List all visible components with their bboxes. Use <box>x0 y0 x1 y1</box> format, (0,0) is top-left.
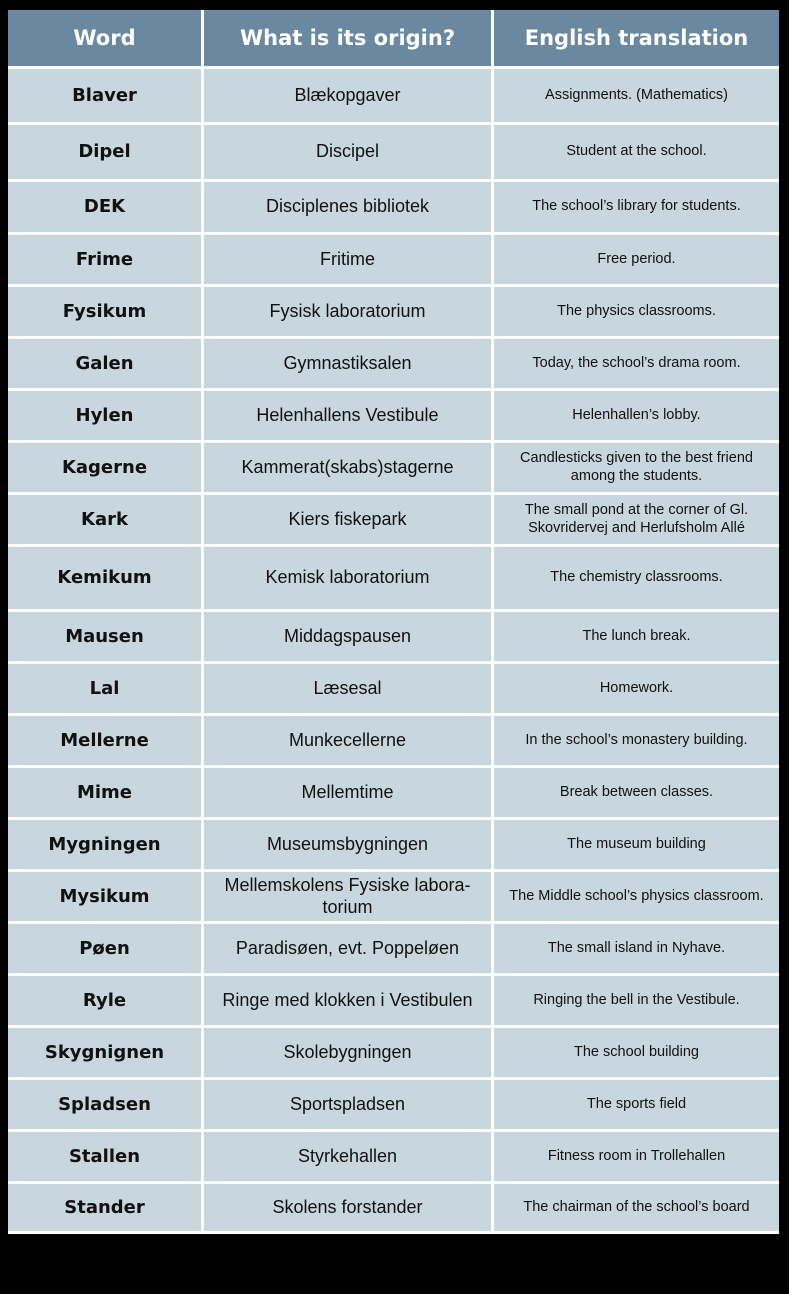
english-translation-cell: Homework. <box>494 664 779 716</box>
word-cell: Spladsen <box>8 1080 204 1132</box>
word-cell: Galen <box>8 339 204 391</box>
word-cell: Mellerne <box>8 716 204 768</box>
origin-cell: Blækopgaver <box>204 69 494 125</box>
english-translation-cell: The chemistry classrooms. <box>494 547 779 612</box>
table-row <box>8 182 779 235</box>
table-row <box>8 768 779 820</box>
table-body <box>8 69 779 1234</box>
origin-cell: Mellemskolens Fysiske labora-torium <box>204 872 494 924</box>
english-translation-cell: Helenhallen’s lobby. <box>494 391 779 443</box>
word-cell: Pøen <box>8 924 204 976</box>
word-cell: Skygnignen <box>8 1028 204 1080</box>
origin-cell: Helenhallens Vestibule <box>204 391 494 443</box>
word-cell: Kagerne <box>8 443 204 495</box>
table-row <box>8 716 779 768</box>
word-cell: Dipel <box>8 125 204 182</box>
table-row <box>8 1132 779 1184</box>
origin-cell: Styrkehallen <box>204 1132 494 1184</box>
table-row <box>8 924 779 976</box>
english-translation-cell: The school building <box>494 1028 779 1080</box>
table-row <box>8 1028 779 1080</box>
origin-cell: Læsesal <box>204 664 494 716</box>
word-cell: Kark <box>8 495 204 547</box>
header-origin: What is its origin? <box>204 10 494 69</box>
table-row <box>8 1080 779 1132</box>
header-english-translation: English translation <box>494 10 779 69</box>
origin-cell: Middagspausen <box>204 612 494 664</box>
word-cell: Mausen <box>8 612 204 664</box>
english-translation-cell: The chairman of the school’s board <box>494 1184 779 1234</box>
table-row <box>8 664 779 716</box>
english-translation-cell: The school’s library for students. <box>494 182 779 235</box>
table-row <box>8 391 779 443</box>
table-row <box>8 976 779 1028</box>
table-row <box>8 287 779 339</box>
english-translation-cell: Free period. <box>494 235 779 287</box>
header-word: Word <box>8 10 204 69</box>
table-row <box>8 820 779 872</box>
word-cell: Mysikum <box>8 872 204 924</box>
english-translation-cell: Break between classes. <box>494 768 779 820</box>
english-translation-cell: In the school’s monastery building. <box>494 716 779 768</box>
table-row <box>8 235 779 287</box>
origin-cell: Kammerat(skabs)stagerne <box>204 443 494 495</box>
table-row <box>8 547 779 612</box>
english-translation-cell: The small pond at the corner of Gl. Skovridervej and Herlufsholm Allé <box>494 495 779 547</box>
word-cell: Mime <box>8 768 204 820</box>
word-cell: Mygningen <box>8 820 204 872</box>
word-cell: DEK <box>8 182 204 235</box>
table-row <box>8 339 779 391</box>
english-translation-cell: The sports field <box>494 1080 779 1132</box>
table-row <box>8 1184 779 1234</box>
word-cell: Lal <box>8 664 204 716</box>
english-translation-cell: Assignments. (Mathematics) <box>494 69 779 125</box>
table-row <box>8 125 779 182</box>
vocabulary-table-container <box>8 10 779 1234</box>
origin-cell: Sportspladsen <box>204 1080 494 1132</box>
english-translation-cell: The museum building <box>494 820 779 872</box>
table-row <box>8 495 779 547</box>
table-row <box>8 872 779 924</box>
word-cell: Frime <box>8 235 204 287</box>
word-cell: Ryle <box>8 976 204 1028</box>
vocabulary-table <box>8 10 779 1234</box>
origin-cell: Mellemtime <box>204 768 494 820</box>
word-cell: Stallen <box>8 1132 204 1184</box>
word-cell: Blaver <box>8 69 204 125</box>
origin-cell: Kemisk laboratorium <box>204 547 494 612</box>
english-translation-cell: Ringing the bell in the Vestibule. <box>494 976 779 1028</box>
origin-cell: Skolebygningen <box>204 1028 494 1080</box>
english-translation-cell: The physics classrooms. <box>494 287 779 339</box>
table-row <box>8 69 779 125</box>
origin-cell: Museumsbygningen <box>204 820 494 872</box>
origin-cell: Discipel <box>204 125 494 182</box>
word-cell: Hylen <box>8 391 204 443</box>
origin-cell: Skolens forstander <box>204 1184 494 1234</box>
table-row <box>8 612 779 664</box>
english-translation-cell: Candlesticks given to the best friend among the students. <box>494 443 779 495</box>
english-translation-cell: The lunch break. <box>494 612 779 664</box>
origin-cell: Ringe med klokken i Vestibulen <box>204 976 494 1028</box>
origin-cell: Paradisøen, evt. Poppeløen <box>204 924 494 976</box>
table-row <box>8 443 779 495</box>
origin-cell: Fritime <box>204 235 494 287</box>
origin-cell: Gymnastiksalen <box>204 339 494 391</box>
english-translation-cell: Fitness room in Trollehallen <box>494 1132 779 1184</box>
origin-cell: Munkecellerne <box>204 716 494 768</box>
word-cell: Stander <box>8 1184 204 1234</box>
english-translation-cell: Student at the school. <box>494 125 779 182</box>
word-cell: Kemikum <box>8 547 204 612</box>
origin-cell: Disciplenes bibliotek <box>204 182 494 235</box>
english-translation-cell: The Middle school’s physics classroom. <box>494 872 779 924</box>
header-row <box>8 10 779 69</box>
origin-cell: Fysisk laboratorium <box>204 287 494 339</box>
english-translation-cell: The small island in Nyhave. <box>494 924 779 976</box>
word-cell: Fysikum <box>8 287 204 339</box>
english-translation-cell: Today, the school’s drama room. <box>494 339 779 391</box>
origin-cell: Kiers fiskepark <box>204 495 494 547</box>
